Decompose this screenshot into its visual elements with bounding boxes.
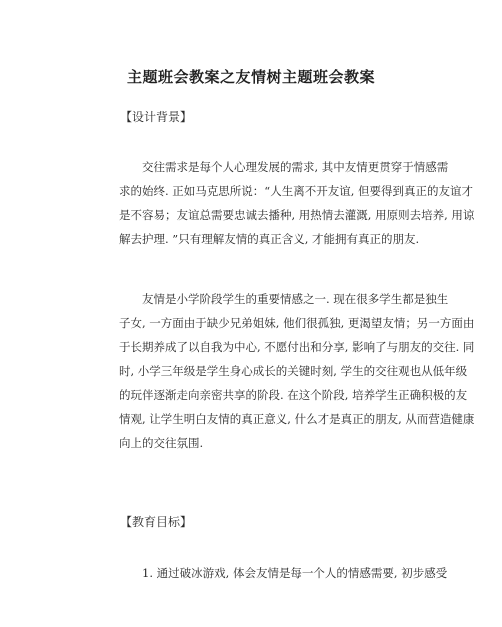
paragraph-line: 交往需求是每个人心理发展的需求, 其中友情更贯穿于情感需: [142, 160, 449, 174]
paragraph-background-2: [119, 287, 475, 455]
paragraph-line: 求的始终. 正如马克思所说：“人生离不开友谊, 但要得到真正的友谊才: [119, 184, 473, 198]
paragraph-line: 向上的交往氛围.: [119, 436, 204, 450]
paragraph-line: 于长期养成了以自我为中心, 不愿付出和分享, 影响了与朋友的交往. 同: [119, 340, 475, 354]
paragraph-goals-1: [119, 561, 448, 585]
paragraph-background-1: [119, 155, 475, 251]
paragraph-line: 1. 通过破冰游戏, 体会友情是每一个人的情感需要, 初步感受: [142, 566, 448, 580]
section-heading-goals: 【教育目标】: [120, 515, 193, 529]
paragraph-line: 友情是小学阶段学生的重要情感之一. 现在很多学生都是独生: [142, 292, 449, 306]
document-title: 主题班会教案之友情树主题班会教案: [126, 68, 375, 86]
paragraph-line: 时, 小学三年级是学生身心成长的关键时刻, 学生的交往观也从低年级: [119, 364, 468, 378]
section-heading-background: 【设计背景】: [120, 110, 193, 124]
paragraph-line: 解去护理. ”只有理解友情的真正含义, 才能拥有真正的朋友.: [119, 232, 420, 246]
paragraph-line: 的玩伴逐渐走向亲密共享的阶段. 在这个阶段, 培养学生正确积极的友: [119, 388, 468, 402]
paragraph-line: 子女, 一方面由于缺少兄弟姐妹, 他们很孤独, 更渴望友情；另一方面由: [119, 316, 475, 330]
paragraph-line: 是不容易；友谊总需要忠诚去播种, 用热情去灌溉, 用原则去培养, 用谅: [119, 208, 475, 222]
paragraph-line: 情观, 让学生明白友情的真正意义, 什么才是真正的朋友, 从而营造健康: [119, 412, 475, 426]
